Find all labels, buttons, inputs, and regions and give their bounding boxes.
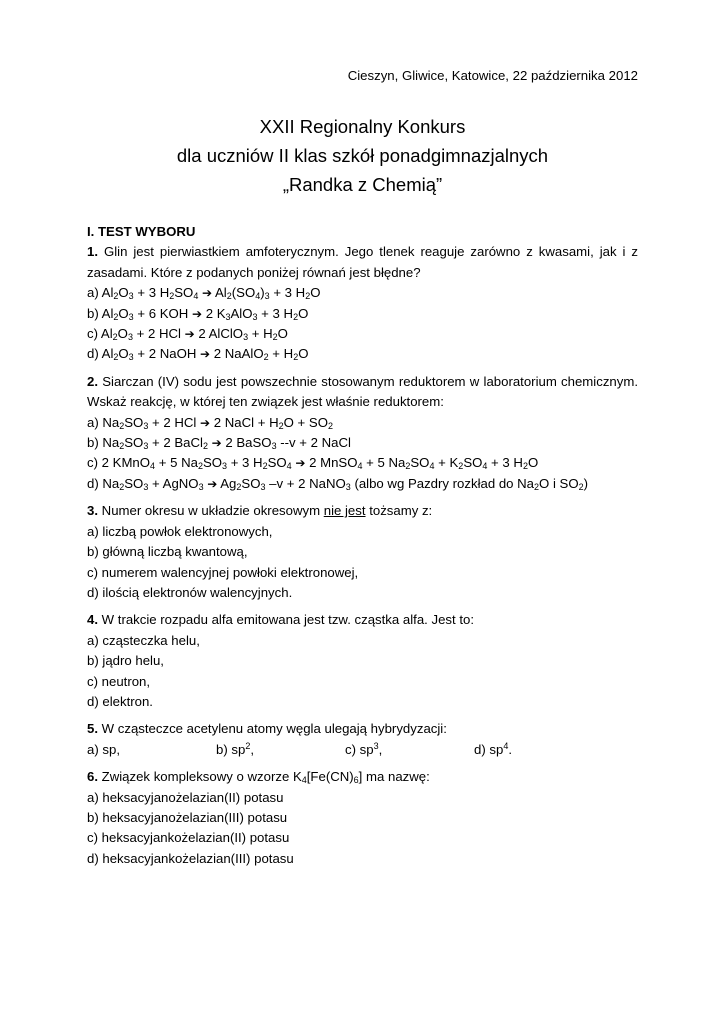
option-5c: c) $sp^3$, [345,740,383,757]
question-number: 1. [87,244,98,260]
section-title: I. TEST WYBORU [87,224,196,239]
option-4b: b) jądro helu, [87,653,164,669]
question-number: 5. [87,721,98,737]
question-5 [87,719,638,760]
option-4a: a) cząsteczka helu, [87,632,200,648]
option-3c: c) numerem walencyjnej powłoki elektronowej, [87,564,359,580]
option-3d: d) ilością elektronów walencyjnych. [87,584,293,600]
question-4-prompt: W trakcie rozpadu alfa emitowana jest tzw. cząstka alfa. Jest to: [98,612,475,628]
option-1d: d) $Al_2O_3 + 2$ NaOH ➔ 2 NaAlO$_2$ + $H_2O$ [87,346,309,363]
question-number: 4. [87,612,98,628]
question-5-text [87,719,638,739]
document-date-place: Cieszyn, Gliwice, Katowice, 22 października 2012 [347,68,638,83]
question-3-text [87,501,638,521]
option-6a: a) heksacyjanożelazian(II) potasu [87,789,284,805]
option-1b: b) $Al_2O_3 + 6$ KOH ➔ 2 $K_3AlO_3 + 3$ $H_2O$ [87,305,309,322]
title-line-3: „Randka z Chemią” [282,174,443,195]
title-line-1: XXII Regionalny Konkurs [259,116,466,137]
option-2d: d) $Na_2SO_3$ + AgNO$_3$ ➔ $Ag_2SO_3$ –v + 2 NaNO$_3$ (albo wg Pazdry rozkład do $Na_2O$ i $SO_2$) [87,475,589,492]
test-content [87,222,638,876]
option-1c: c) $Al_2O_3 + 2$ HCl ➔ 2 AlClO$_3$ + $H_2O$ [87,326,288,343]
question-4-text [87,610,638,630]
question-3-prompt: Numer okresu w układzie okresowym [98,503,324,519]
question-6-prompt: Związek kompleksowy o wzorze K [98,769,302,785]
option-3b: b) główną liczbą kwantową, [87,544,248,560]
option-4c: c) neutron, [87,673,151,689]
question-1 [87,242,638,364]
question-2-text [87,372,638,413]
option-6d: d) heksacyjankożelazian(III) potasu [87,850,294,866]
question-5-prompt: W cząsteczce acetylenu atomy węgla ulegają hybrydyzacji: [98,721,447,737]
question-number: 6. [87,769,98,785]
question-2 [87,372,638,494]
question-6 [87,767,638,869]
option-6b: b) heksacyjanożelazian(III) potasu [87,809,288,825]
question-number: 3. [87,503,98,519]
option-2d-note: (albo wg Pazdry rozkład do Na [354,475,535,491]
question-6-text: 6. Związek kompleksowy o wzorze $K_4[Fe(CN)_6]$ ma nazwę: [87,769,430,786]
question-6-prompt-end: ma nazwę: [362,769,430,785]
question-3-prompt-end: tożsamy z: [365,503,433,519]
question-1-text [87,242,638,283]
option-4d: d) elektron. [87,693,153,709]
option-2c: c) 2 KMnO$_4$ + 5 $Na_2SO_3 + 3$ $H_2SO_4$ ➔ 2 MnSO$_4$ + 5 $Na_2SO_4 + K_2SO_4 + 3$ $H_2O$ [87,455,539,472]
option-6c: c) heksacyjankożelazian(II) potasu [87,830,290,846]
option-1a: a) $Al_2O_3 + 3$ $H_2SO_4$ ➔ $Al_2(SO_4)_3 + 3$ $H_2O$ [87,285,321,302]
question-3 [87,501,638,603]
option-5d: d) $sp^4$. [474,740,513,757]
option-5b: b) $sp^2$, [216,740,255,757]
underlined-text: nie jest [323,503,366,519]
option-3a: a) liczbą powłok elektronowych, [87,523,273,539]
option-5a: a) sp, [87,741,120,757]
question-number: 2. [87,373,98,389]
question-1-prompt: Glin jest pierwiastkiem amfoterycznym. Jego tlenek reaguje zarówno z kwasami, jak i z zasadami. Które z podanych poniżej równań jest błędne? [87,244,638,280]
option-2b: b) $Na_2SO_3 + 2$ BaCl$_2$ ➔ 2 BaSO$_3$ --v + 2 NaCl [87,435,351,452]
document-title [0,112,725,199]
option-2a: a) $Na_2SO_3 + 2$ HCl ➔ 2 NaCl + $H_2O + SO_2$ [87,414,333,431]
question-5-options [87,740,638,760]
question-2-prompt: Siarczan (IV) sodu jest powszechnie stosowanym reduktorem w laboratorium chemicznym. Wskaż reakcję, w której ten związek jest właśnie reduktorem: [87,373,638,410]
question-4 [87,610,638,712]
title-line-2: dla uczniów II klas szkół ponadgimnazjalnych [176,145,549,166]
